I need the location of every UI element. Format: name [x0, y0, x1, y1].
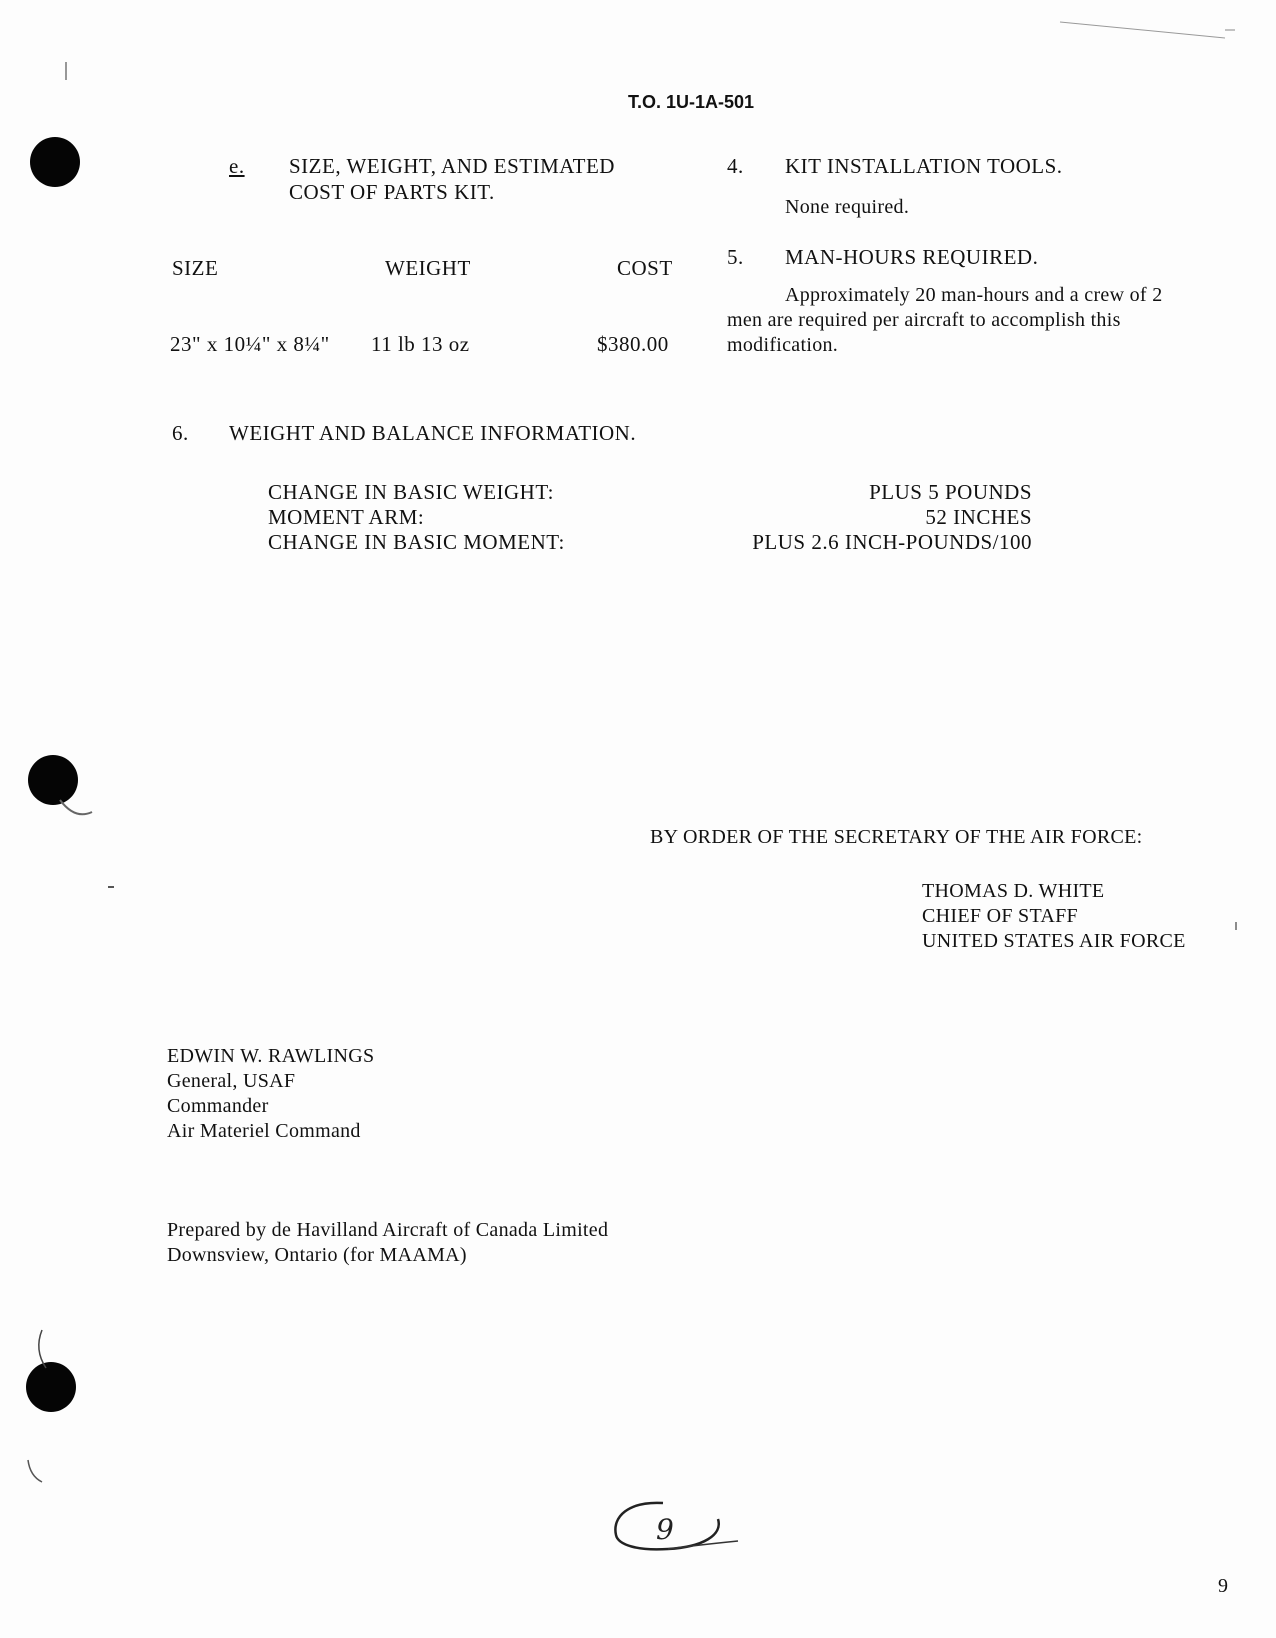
table-cell-cost: $380.00 — [597, 332, 669, 356]
section-e-letter: e. — [229, 154, 245, 178]
moment-change-value: PLUS 2.6 INCH-POUNDS/100 — [752, 530, 1032, 554]
table-cell-size: 23" x 10¼" x 8¼" — [170, 332, 330, 356]
section-e-title-line2: COST OF PARTS KIT. — [289, 180, 495, 204]
weight-change-label: CHANGE IN BASIC WEIGHT: — [268, 480, 554, 504]
section-6-number: 6. — [172, 421, 189, 445]
official-command: Air Materiel Command — [167, 1120, 361, 1142]
table-cell-weight: 11 lb 13 oz — [371, 332, 470, 356]
section-e-title-line1: SIZE, WEIGHT, AND ESTIMATED — [289, 154, 615, 178]
section-4-title: KIT INSTALLATION TOOLS. — [785, 154, 1063, 178]
order-line: BY ORDER OF THE SECRETARY OF THE AIR FORCE: — [650, 826, 1143, 848]
prepared-by-line2: Downsview, Ontario (for MAAMA) — [167, 1244, 467, 1266]
official-position: Commander — [167, 1095, 269, 1117]
section-5-body-line1: Approximately 20 man-hours and a crew of 2 — [785, 284, 1163, 306]
official-rank: General, USAF — [167, 1070, 296, 1092]
page-number: 9 — [1218, 1575, 1229, 1597]
section-5-body-line3: modification. — [727, 334, 839, 356]
signatory-org: UNITED STATES AIR FORCE — [922, 930, 1186, 952]
handwritten-page-mark — [608, 1495, 748, 1565]
official-name: EDWIN W. RAWLINGS — [167, 1045, 375, 1067]
signatory-name: THOMAS D. WHITE — [922, 880, 1105, 902]
section-4-number: 4. — [727, 154, 744, 178]
section-5-number: 5. — [727, 245, 744, 269]
weight-change-value: PLUS 5 POUNDS — [869, 480, 1032, 504]
prepared-by-line1: Prepared by de Havilland Aircraft of Canada Limited — [167, 1219, 609, 1241]
moment-arm-label: MOMENT ARM: — [268, 505, 425, 529]
signatory-title: CHIEF OF STAFF — [922, 905, 1078, 927]
document-number: T.O. 1U-1A-501 — [628, 92, 755, 112]
moment-arm-value: 52 INCHES — [925, 505, 1032, 529]
moment-change-label: CHANGE IN BASIC MOMENT: — [268, 530, 565, 554]
section-6-title: WEIGHT AND BALANCE INFORMATION. — [229, 421, 637, 445]
table-header-weight: WEIGHT — [385, 256, 471, 280]
section-5-body-line2: men are required per aircraft to accomplish this — [727, 309, 1121, 331]
table-header-size: SIZE — [172, 256, 219, 280]
handwritten-page-mark-text: 9 — [656, 1513, 674, 1546]
table-header-cost: COST — [617, 256, 673, 280]
section-4-body: None required. — [785, 196, 910, 218]
section-5-title: MAN-HOURS REQUIRED. — [785, 245, 1039, 269]
